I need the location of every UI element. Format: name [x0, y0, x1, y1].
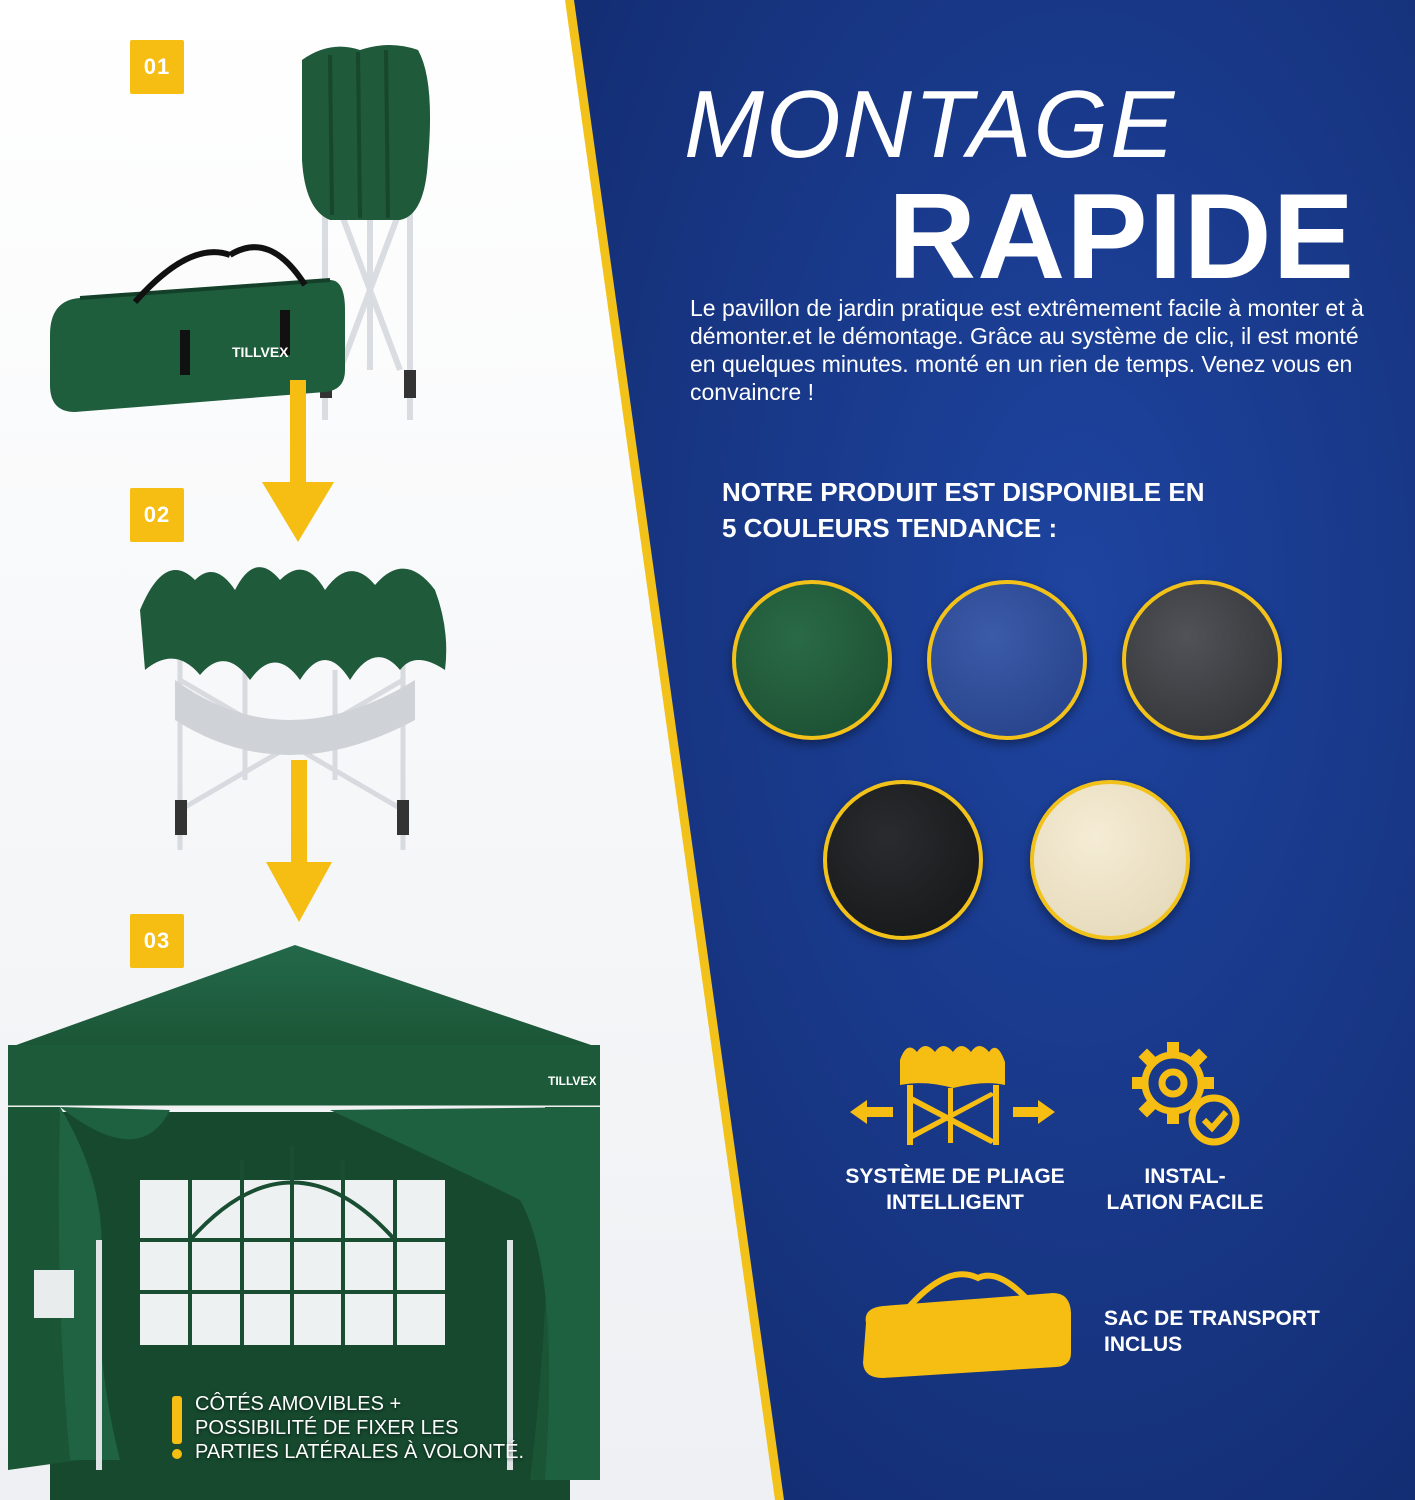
feature-folding-line-2: INTELLIGENT	[886, 1191, 1024, 1214]
feature-bag-line-1: SAC DE TRANSPORT	[1104, 1307, 1320, 1330]
step-badge-2: 02	[130, 488, 184, 542]
tent-logo: TILLVEX	[548, 1074, 597, 1088]
feature-bag-label	[1104, 1306, 1364, 1358]
swatch-green	[732, 580, 892, 740]
carry-bag-icon	[858, 1268, 1076, 1383]
swatch-blue	[927, 580, 1087, 740]
removable-sides-caption	[195, 1392, 575, 1464]
swatch-black	[823, 780, 983, 940]
swatch-anthracite	[1122, 580, 1282, 740]
caption-line-1: CÔTÉS AMOVIBLES +	[195, 1393, 402, 1415]
bag-logo: TILLVEX	[232, 344, 289, 360]
colors-heading	[722, 474, 1282, 546]
feature-installation-line-1: INSTAL-	[1144, 1165, 1226, 1188]
feature-installation-label	[1080, 1164, 1290, 1216]
colors-heading-line-2: 5 COULEURS TENDANCE :	[722, 513, 1058, 543]
step-badge-3: 03	[130, 914, 184, 968]
feature-folding-label	[830, 1164, 1080, 1216]
gear-check-icon	[1128, 1038, 1248, 1150]
caption-line-2: POSSIBILITÉ DE FIXER LES	[195, 1417, 459, 1439]
feature-folding-line-1: SYSTÈME DE PLIAGE	[845, 1165, 1065, 1188]
step-badge-1: 01	[130, 40, 184, 94]
feature-installation-line-2: LATION FACILE	[1106, 1191, 1264, 1214]
colors-heading-line-1: NOTRE PRODUIT EST DISPONIBLE EN	[722, 477, 1205, 507]
folded-tent-illustration	[40, 40, 460, 430]
down-arrow-2	[266, 760, 332, 925]
product-description: Le pavillon de jardin pratique est extrêmement facile à monter et à démonter.et le démontage. Grâce au système de clic, il est monté en quelques minutes. monté en un rien de temps. Venez vous en convaincre !	[690, 295, 1364, 405]
caption-marker	[172, 1396, 182, 1458]
feature-bag-line-2: INCLUS	[1104, 1333, 1183, 1356]
title-montage: MONTAGE	[684, 71, 1177, 178]
down-arrow-1	[262, 380, 334, 545]
caption-line-3: PARTIES LATÉRALES À VOLONTÉ.	[195, 1441, 524, 1463]
swatch-beige	[1030, 780, 1190, 940]
title-rapide: RAPIDE	[888, 168, 1355, 304]
folding-frame-icon	[845, 1040, 1060, 1155]
